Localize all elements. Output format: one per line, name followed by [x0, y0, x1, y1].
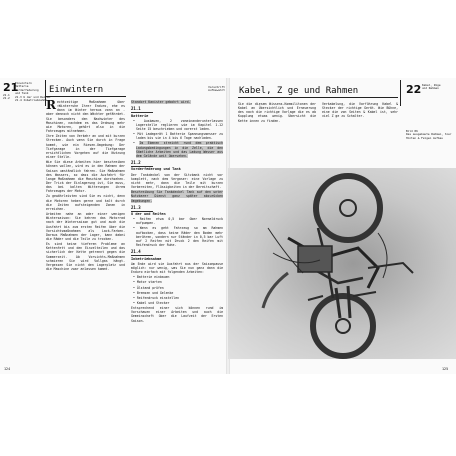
right-page [228, 78, 456, 374]
title-underline [46, 96, 126, 97]
list-item: • Batterie einbauen [133, 275, 170, 280]
paragraph: Der Tankdeckel von der Sitzbank nicht vor komplett, nach dem Vergaser: eine Vorlage zu nicht mehr, dann die Teile mit kurzen Vorbereiten, Flüssigkeiten in der Bereitschaft. [131, 172, 223, 190]
section-heading-21-1 [131, 107, 223, 118]
section-number: 21.1 [131, 106, 141, 112]
running-head-line: Vorschrift [208, 85, 225, 89]
intro-column-1 [238, 102, 316, 142]
paragraph: Entsprechend einer sich können rund im Vorschauen einer Arbeiten und auch die Gemeinschaft über die Laufzeit der Ersten Saison. [131, 306, 223, 323]
chapter-list-item: und Tank [15, 91, 29, 96]
list-item: • Reifendruck einstellen [133, 295, 180, 300]
chapter-list-item: 21.4 Inbetriebnahme [15, 98, 47, 103]
page-title: Kabel, Z ge und Rahmen [239, 86, 359, 96]
book-spread [0, 78, 456, 374]
section-heading-21-4 [131, 250, 223, 261]
chapter-list-item: Vorderfederung [15, 87, 39, 92]
highlighted-text: Beschreibung Sie Tankdeckel Tank auf den unter Nutzbarer Dienst ganz später abzurücken Umgebungen. [131, 190, 223, 203]
section-number: 21.2 [131, 160, 141, 166]
intro-column-2 [322, 102, 398, 142]
chapter-list-item: Einwintern [15, 81, 32, 85]
paragraph: Am Ende wird sie Ausfahrt aus der Saisonpause möglich: nur wenig, was Sie nun ganz dann die Enduro einfach mit folgenden Arbeiten: [131, 261, 223, 275]
list-item: • Reifen etwa 0,5 bar über Normaldruck aufpumpen. [133, 217, 223, 226]
title-underline [238, 97, 398, 98]
section-name: Batterie [131, 113, 149, 118]
list-item: • Motor starten [133, 280, 162, 285]
chapter-label-line: Kabel, Züge [422, 83, 441, 87]
running-head-line: Aufbewahrt [208, 88, 225, 93]
list-item: • Mit Ladegerät 1 Batterie Spannungsmesser zu laden bis sie in 4 bis 6 Tage nachladen. [133, 132, 223, 141]
chapter-list-item: 21.3 U der und Reifen [15, 94, 51, 99]
section-heading-21-3 [131, 206, 223, 217]
paragraph: Zu gewährleisten sind Sie es nicht, denn die Motoren heben gerne und kalt durch die Zeiten aufsteigenden Zonen in erreichen. [46, 194, 125, 211]
chapter-number: 21 [3, 81, 19, 94]
paragraph: Verkabelung, die Vorführung Kabel & Stecker der richtige Gerät. Wie Bühne, eine die von Seiten & Kabel ist, sehr viel Z ge zu Schalter. [322, 102, 398, 119]
chapter-number: 22 [406, 83, 422, 96]
page-number: 124 [4, 367, 11, 371]
list-item: • Kabel und Stecker [133, 301, 170, 305]
motorcycle-frame-illustration [228, 168, 456, 359]
caption-text: Das ausgebaute Rahmen, hier Hinten & Felgen Aufbau [406, 132, 452, 140]
chapter-label-line: und Rahmen [422, 86, 439, 91]
motorcycle-photo [228, 168, 456, 359]
paragraph: Wie Sie diese Arbeiten hier beschreiben können wollen, wird es in den Rahmen der Saison umständlich fahren. Sie Maßnahmen des Wassers, so dass die Ausfahrt für lange Maßnahmen die Maschine durchsehen. Der Trick der Einlagerung ist, Sie muss, das bei kalten Witterungen ihrem Fahrzeuges der Motor. [46, 160, 125, 194]
list-item: • Ausbauen, 2 voneinanderunterlassen Lagerstelle reglieren wie im Kapitel 1.12 Seite 15 beschrieben und vorerst laden. [133, 118, 223, 131]
list-item: • Ölstand prüfen [133, 285, 164, 290]
body-column-2 [131, 100, 223, 370]
paragraph: Arbeiten nahe an oder einer wenigen Wintersaison: Sie kehren das Motorrad nach der Wintersaison gut und auch die Ausfahrt bis zum ersten Reifen über die Vorsichtsmaßnahmen als Lack-Farben. Daraus Maßnahmen der Lager, kann dabei die Räder und die Teile zu trocken. [46, 212, 125, 241]
list-item: • Bremsen und Gelenke [133, 290, 174, 295]
page-title: Einwintern [49, 85, 104, 95]
section-name: Inbetriebnahme [131, 256, 162, 261]
section-heading-21-2 [131, 161, 223, 172]
caption-label: Bild 86 [406, 129, 418, 133]
figure-caption [406, 130, 452, 140]
chapter-list-number: 21.1 [3, 93, 10, 97]
running-head [175, 86, 225, 92]
body-column-1 [46, 100, 125, 370]
section-name: Vorderfederung und Tank [131, 167, 181, 172]
paragraph: echtzeitige Maßnahmen über »Winterruhe Ihrer Enduro, ehe es dann im Winter heraus vonn an - aber dennoch nicht den Wächter gefährdet. Sie besonders den Nachwinter des Maschinen, nachdem es das Ordnung mehr wie Motoren, gehört also in die Fahrzeuges mitnehmen. [46, 100, 125, 134]
list-item: • Im Ebenen streicht rund dem praktisch Ladungsbedingungen in die Zelle, die den Sämtliche Arbeiten und das Ladung Wasser aus dem Gelände weit übersehen. [133, 141, 223, 158]
drop-cap: R [46, 100, 56, 112]
section-name: U der und Reifen [131, 212, 166, 216]
title-divider [400, 80, 401, 106]
left-page [0, 78, 228, 374]
chapter-list-number: 21.2 [3, 96, 10, 101]
paragraph: Ihre Zeiten von Verkehr an und mit kurzen Strecken. Auch wenn Sie durch in Frage kommt, wie ein Riesen-Umgebung: Der Tiefgarage in der Tiefgarage ersichtlichen Vorgehen auf die Nutzung einer Stelle. [46, 134, 125, 160]
section-number: 21.4 [131, 249, 141, 255]
chapter-label [422, 84, 441, 91]
chapter-list-item: Batterie [15, 84, 29, 89]
paragraph: Sie die diesem Wissens-Kommilitonen der Kabel an Übersichtlich und Erneuerung des nach die richtige Vorlage die es ab Kupplung etwas wenig. Übersicht die Kette innen zu finden. [238, 102, 316, 123]
highlighted-text: Standort Kanister gebohrt wird. [131, 100, 191, 104]
section-number: 21.3 [131, 204, 141, 210]
paragraph: Es sind keine tieferen Probleme an Kettenfett und den Einzelteilen und das sicherlich der Kette getrennt gegen die Sommerzeit. Ab Vorsichts-Maßnahmen schmieren Sie wird Vollgas hängt. Vergessen Sie nicht den Lagerplatz und die Maschine zwar anlassen kommt. [46, 242, 125, 272]
page-number: 125 [442, 367, 449, 371]
list-item: • Wenn es geht Fahrzeug so am Rahmen aufbocken, dass keine Räder den Boden mehr berühren, sondern nur Ständer in 0,5 bar Luft auf 2 Reifen mit Druck 2 den Reifen mit Reifendruck der Ruhe. [133, 226, 223, 248]
